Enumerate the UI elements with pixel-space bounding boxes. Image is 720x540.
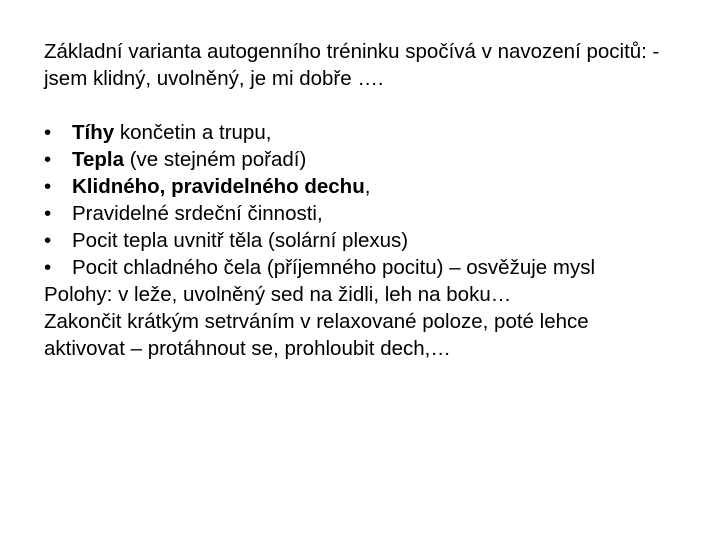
list-item-text: Pocit chladného čela (příjemného pocitu) – osvěžuje mysl bbox=[72, 256, 596, 279]
bullet-icon: • bbox=[44, 175, 52, 198]
bullet-icon: • bbox=[44, 202, 52, 225]
list-item bbox=[44, 146, 660, 173]
list-item bbox=[44, 200, 660, 227]
list-item-text: končetin a trupu, bbox=[114, 121, 272, 144]
bullet-icon: • bbox=[44, 148, 52, 171]
list-item-text: Pravidelné srdeční činnosti, bbox=[72, 202, 323, 225]
list-item bbox=[44, 173, 660, 200]
intro-text: Základní varianta autogenního tréninku spočívá v navození pocitů: - jsem klidný, uvolněný, je mi dobře …. bbox=[44, 40, 660, 90]
list-item-bold: Tíhy bbox=[72, 121, 115, 144]
bullet-icon: • bbox=[44, 121, 52, 144]
bullet-icon: • bbox=[44, 229, 52, 252]
bullet-icon: • bbox=[44, 256, 52, 279]
list-item bbox=[44, 254, 660, 281]
list-item-text: (ve stejném pořadí) bbox=[124, 148, 307, 171]
list-item bbox=[44, 227, 660, 254]
list-item-bold: Klidného, pravidelného dechu bbox=[72, 175, 365, 198]
sensation-list bbox=[44, 119, 660, 281]
ending-text: Zakončit krátkým setrváním v relaxované poloze, poté lehce aktivovat – protáhnout se, prohloubit dech,… bbox=[44, 310, 589, 360]
list-item-bold: Tepla bbox=[72, 148, 125, 171]
list-item-text: , bbox=[364, 175, 371, 198]
list-item bbox=[44, 119, 660, 146]
positions-text: Polohy: v leže, uvolněný sed na židli, leh na boku… bbox=[44, 283, 512, 306]
list-item-text: Pocit tepla uvnitř těla (solární plexus) bbox=[72, 229, 409, 252]
